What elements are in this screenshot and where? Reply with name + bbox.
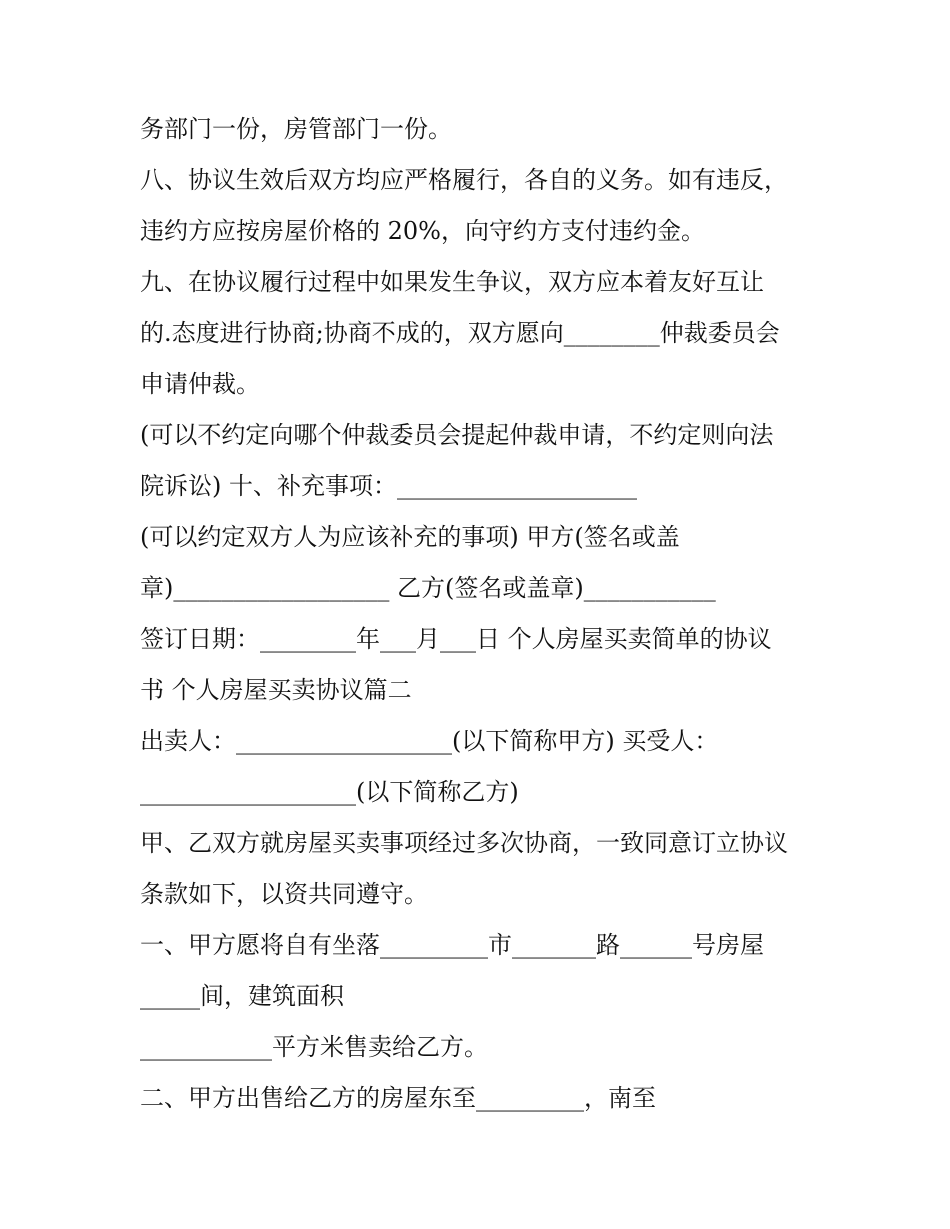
text-line: 条款如下，以资共同遵守。 bbox=[140, 880, 428, 908]
text-line: 一、甲方愿将自有坐落_________市_______路______号房屋 bbox=[140, 931, 764, 959]
text-line: 签订日期：________年___月___日 个人房屋买卖简单的协议 bbox=[140, 625, 772, 653]
text-line: 书 个人房屋买卖协议篇二 bbox=[140, 676, 412, 704]
text-line: _____间，建筑面积 bbox=[140, 982, 344, 1010]
text-line: 二、甲方出售给乙方的房屋东至_________，南至 bbox=[140, 1084, 656, 1112]
text-line: 章)__________________ 乙方(签名或盖章)___________ bbox=[140, 574, 716, 602]
text-line: 务部门一份，房管部门一份。 bbox=[140, 115, 452, 143]
text-line: (可以不约定向哪个仲裁委员会提起仲裁申请，不约定则向法 bbox=[140, 421, 774, 449]
text-line: 八、协议生效后双方均应严格履行，各自的义务。如有违反， bbox=[140, 166, 788, 194]
text-line: __________________(以下简称乙方) bbox=[140, 778, 519, 806]
text-line: 申请仲裁。 bbox=[140, 370, 260, 398]
text-line: ___________平方米售卖给乙方。 bbox=[140, 1033, 488, 1061]
text-line: 违约方应按房屋价格的 20%，向守约方支付违约金。 bbox=[140, 217, 705, 245]
text-line: 出卖人：__________________(以下简称甲方) 买受人： bbox=[140, 727, 719, 755]
text-line: (可以约定双方人为应该补充的事项) 甲方(签名或盖 bbox=[140, 523, 680, 551]
text-line: 九、在协议履行过程中如果发生争议，双方应本着友好互让 bbox=[140, 268, 764, 296]
text-line: 甲、乙双方就房屋买卖事项经过多次协商，一致同意订立协议 bbox=[140, 829, 788, 857]
text-line: 院诉讼) 十、补充事项：____________________ bbox=[140, 472, 637, 500]
text-line: 的.态度进行协商;协商不成的，双方愿向________仲裁委员会 bbox=[140, 319, 780, 347]
